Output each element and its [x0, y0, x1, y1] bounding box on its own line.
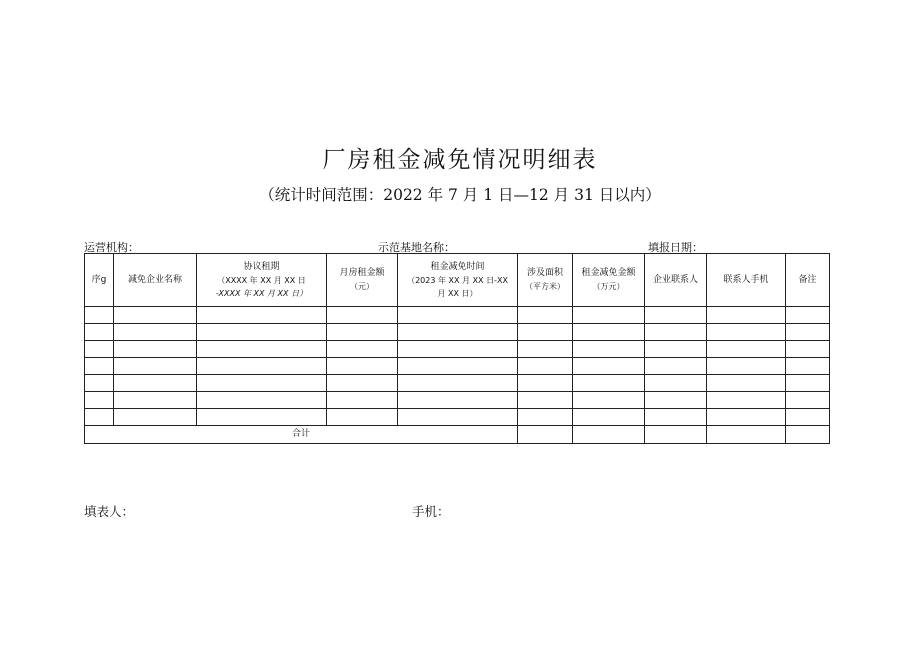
header-seq: 序g [85, 254, 114, 307]
table-cell[interactable] [573, 341, 645, 358]
table-cell[interactable] [197, 358, 327, 375]
table-row [85, 341, 830, 358]
table-cell[interactable] [645, 324, 707, 341]
header-company: 减免企业名称 [114, 254, 197, 307]
table-cell[interactable] [645, 341, 707, 358]
table-cell[interactable] [707, 341, 786, 358]
total-amount-cell[interactable] [573, 426, 645, 444]
table-cell[interactable] [114, 409, 197, 426]
total-row [85, 426, 830, 444]
table-cell[interactable] [114, 392, 197, 409]
operator-label: 运营机构： [84, 241, 139, 254]
table-cell[interactable] [398, 324, 518, 341]
header-relief-amount: 租金减免金额 （万元） [573, 254, 645, 307]
header-phone: 联系人手机 [707, 254, 786, 307]
table-row [85, 358, 830, 375]
table-cell[interactable] [786, 358, 830, 375]
header-relief-period: 租金减免时间 （2023 年 XX 月 XX 日-XX 月 XX 日） [398, 254, 518, 307]
table-cell[interactable] [398, 409, 518, 426]
table-cell[interactable] [707, 392, 786, 409]
total-label: 合计 [85, 426, 518, 444]
base-name-label: 示范基地名称： [378, 241, 455, 254]
table-cell[interactable] [786, 341, 830, 358]
table-cell[interactable] [85, 392, 114, 409]
table-cell[interactable] [197, 392, 327, 409]
table-cell[interactable] [707, 324, 786, 341]
table-cell[interactable] [645, 392, 707, 409]
table-cell[interactable] [645, 375, 707, 392]
table-cell[interactable] [398, 392, 518, 409]
table-cell[interactable] [645, 307, 707, 324]
table-cell[interactable] [114, 324, 197, 341]
total-remark-cell[interactable] [786, 426, 830, 444]
table-row [85, 324, 830, 341]
table-cell[interactable] [114, 307, 197, 324]
table-cell[interactable] [197, 324, 327, 341]
table-cell[interactable] [197, 409, 327, 426]
table-cell[interactable] [327, 324, 398, 341]
total-contact-cell[interactable] [645, 426, 707, 444]
table-cell[interactable] [327, 375, 398, 392]
table-cell[interactable] [707, 307, 786, 324]
table-cell[interactable] [114, 375, 197, 392]
table-cell[interactable] [398, 358, 518, 375]
table-cell[interactable] [786, 375, 830, 392]
table-cell[interactable] [327, 392, 398, 409]
header-contact: 企业联系人 [645, 254, 707, 307]
table-cell[interactable] [197, 307, 327, 324]
table-cell[interactable] [85, 358, 114, 375]
table-cell[interactable] [786, 307, 830, 324]
table-cell[interactable] [114, 358, 197, 375]
table-cell[interactable] [197, 341, 327, 358]
total-area-cell[interactable] [518, 426, 573, 444]
header-monthly-rent: 月房租金额 （元） [327, 254, 398, 307]
table-cell[interactable] [398, 375, 518, 392]
rent-relief-table [84, 253, 830, 444]
table-cell[interactable] [85, 324, 114, 341]
table-row [85, 375, 830, 392]
document-subtitle: （统计时间范围：2022 年 7 月 1 日—12 月 31 日以内） [259, 186, 661, 204]
table-row [85, 307, 830, 324]
table-header-row [85, 254, 830, 307]
table-cell[interactable] [327, 341, 398, 358]
table-body [85, 307, 830, 444]
table-cell[interactable] [707, 375, 786, 392]
table-cell[interactable] [786, 324, 830, 341]
table-cell[interactable] [573, 409, 645, 426]
table-cell[interactable] [645, 358, 707, 375]
table-cell[interactable] [645, 409, 707, 426]
total-phone-cell[interactable] [707, 426, 786, 444]
table-cell[interactable] [573, 358, 645, 375]
table-cell[interactable] [114, 341, 197, 358]
table-cell[interactable] [573, 392, 645, 409]
report-date-label: 填报日期： [648, 241, 703, 254]
table-cell[interactable] [573, 375, 645, 392]
table-cell[interactable] [85, 409, 114, 426]
filler-label: 填表人： [84, 504, 135, 519]
table-cell[interactable] [518, 324, 573, 341]
table-row [85, 392, 830, 409]
table-cell[interactable] [197, 375, 327, 392]
table-cell[interactable] [398, 341, 518, 358]
table-cell[interactable] [707, 409, 786, 426]
table-cell[interactable] [85, 341, 114, 358]
table-cell[interactable] [786, 392, 830, 409]
table-cell[interactable] [85, 307, 114, 324]
table-cell[interactable] [518, 307, 573, 324]
table-row [85, 409, 830, 426]
table-cell[interactable] [327, 307, 398, 324]
table-cell[interactable] [518, 358, 573, 375]
header-remark: 备注 [786, 254, 830, 307]
phone-label: 手机： [412, 504, 450, 519]
header-area: 涉及面积 （平方米） [518, 254, 573, 307]
table-cell[interactable] [518, 341, 573, 358]
header-lease-term: 协议租期 （XXXX 年 XX 月 XX 日 -XXXX 年 XX 月 XX 日） [197, 254, 327, 307]
table-cell[interactable] [707, 358, 786, 375]
table-cell[interactable] [518, 375, 573, 392]
table-cell[interactable] [398, 307, 518, 324]
table-cell[interactable] [518, 392, 573, 409]
table-cell[interactable] [573, 324, 645, 341]
table-cell[interactable] [327, 409, 398, 426]
table-cell[interactable] [518, 409, 573, 426]
table-cell[interactable] [327, 358, 398, 375]
document-title: 厂房租金减免情况明细表 [322, 147, 598, 173]
table-cell[interactable] [85, 375, 114, 392]
table-cell[interactable] [573, 307, 645, 324]
table-cell[interactable] [786, 409, 830, 426]
